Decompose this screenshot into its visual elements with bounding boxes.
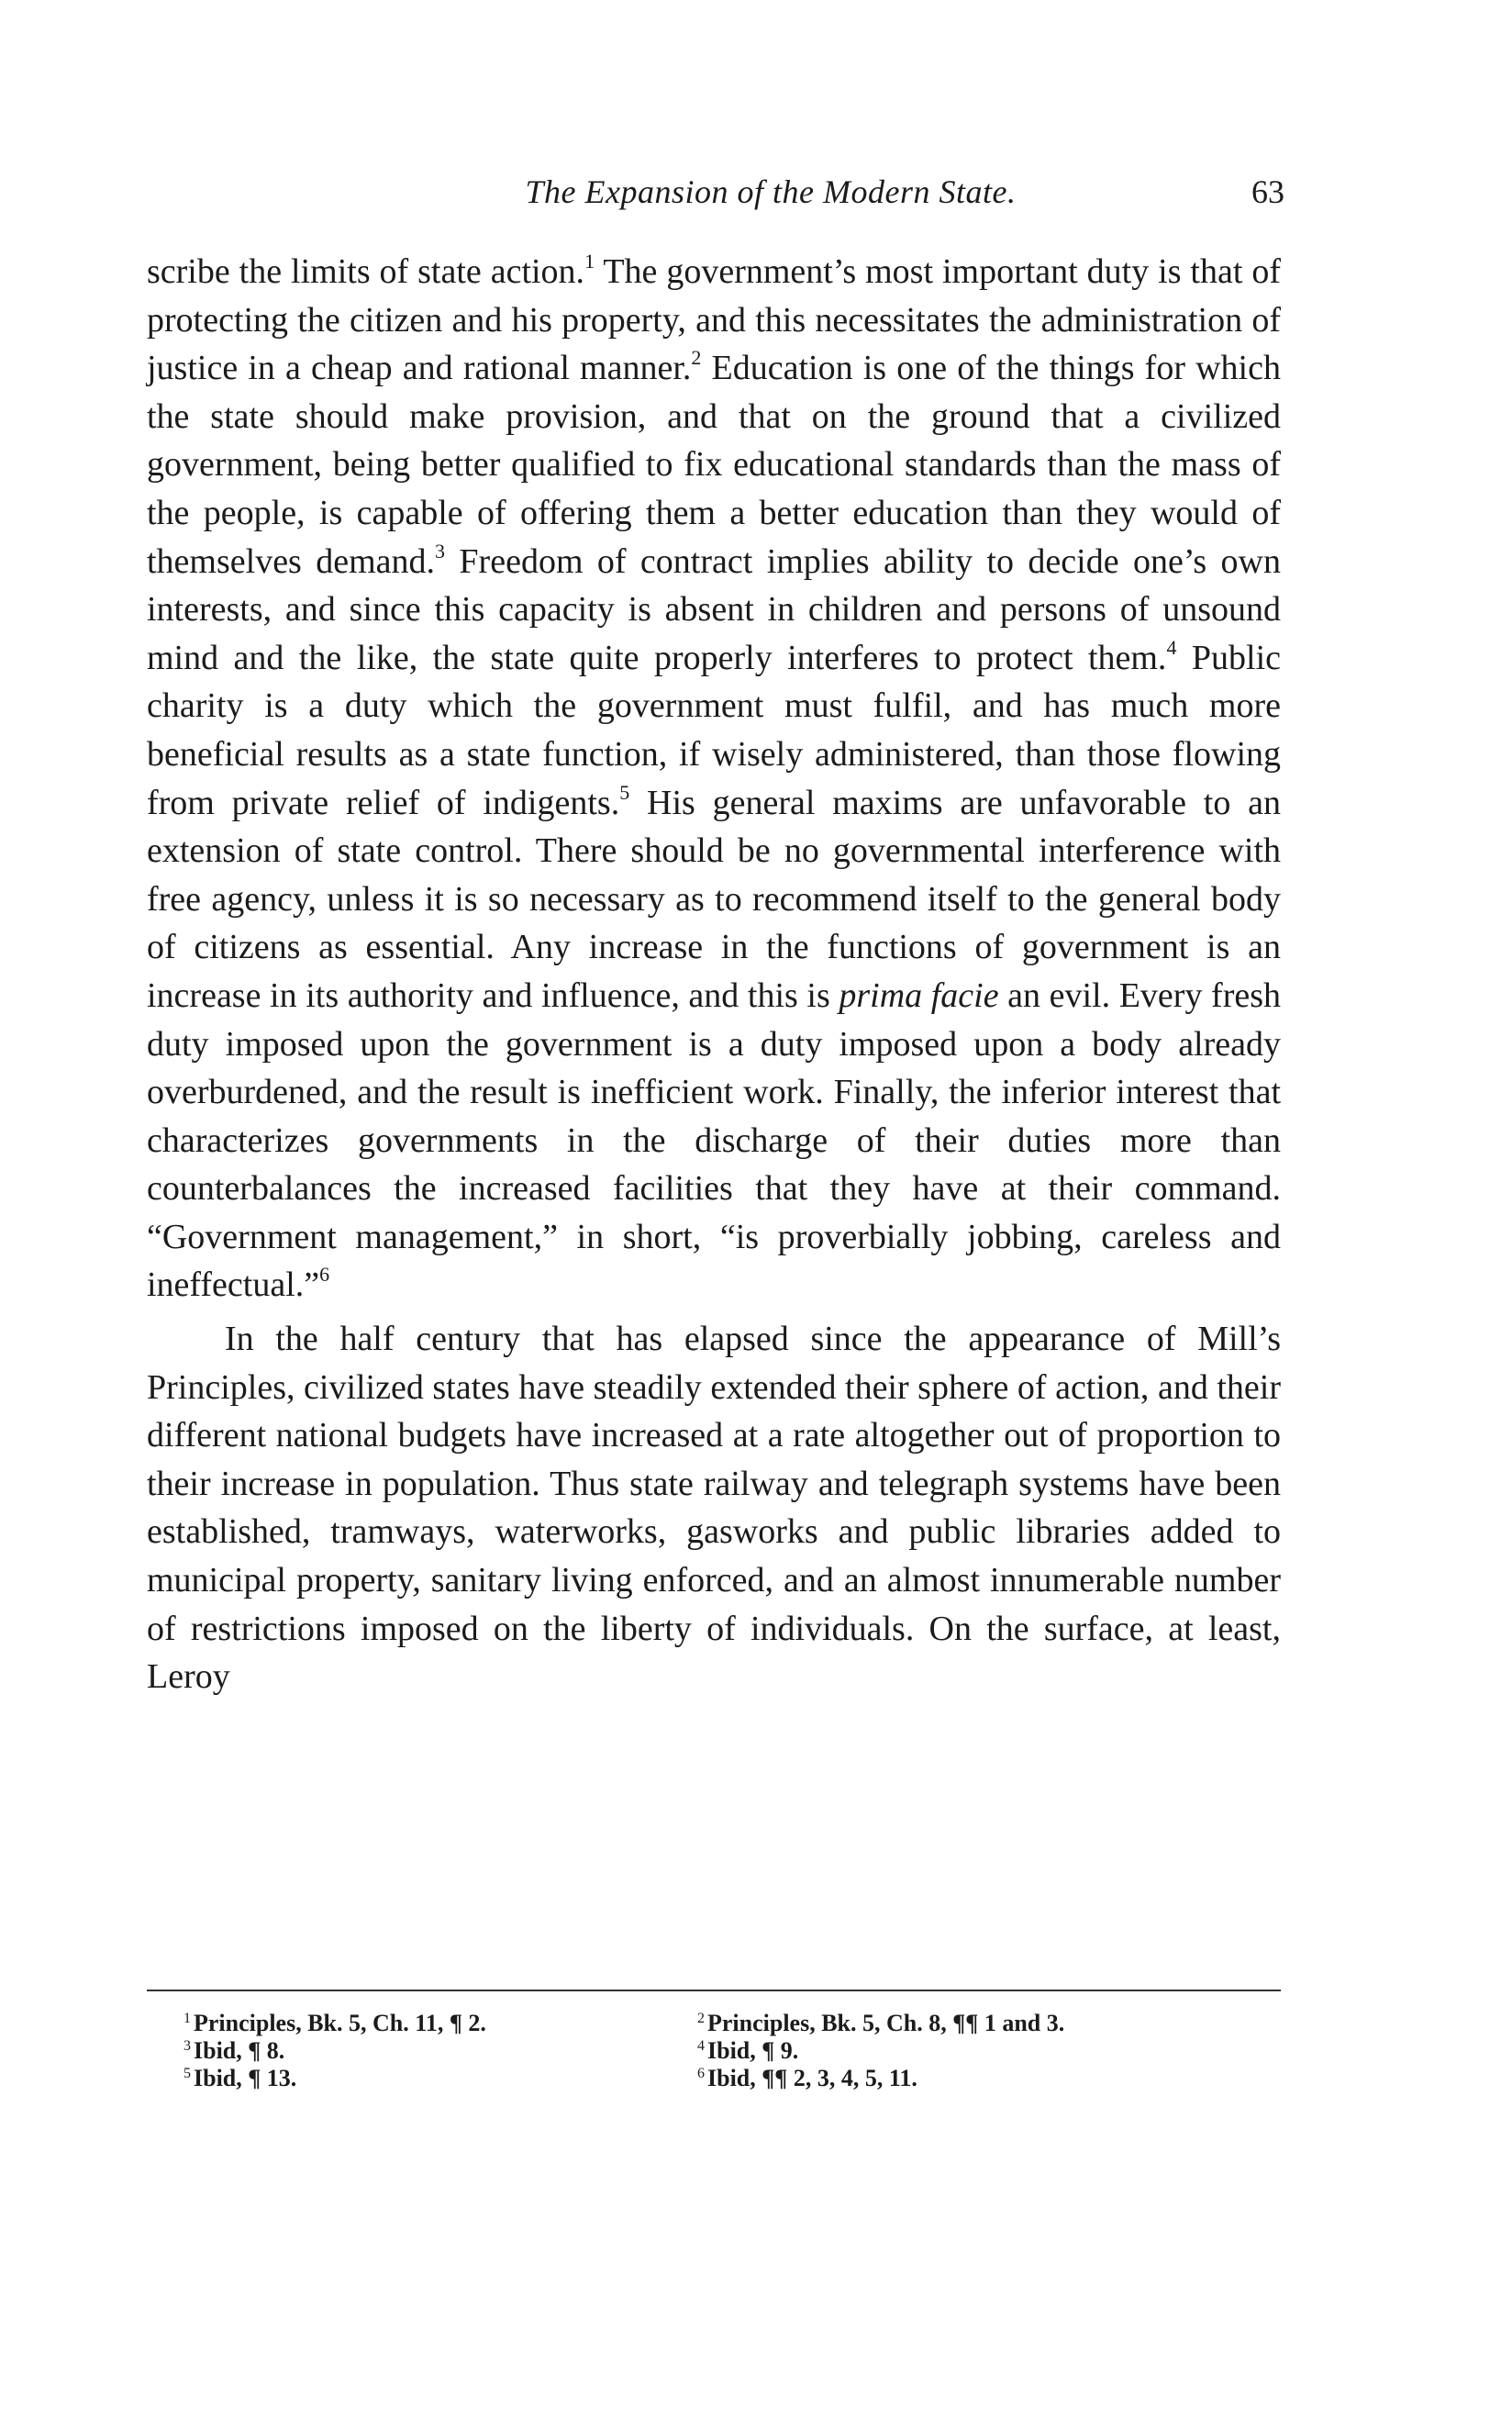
footnote-text: Ibid, ¶ 8.: [194, 2037, 285, 2064]
text-run: scribe the limits of state action.: [147, 252, 585, 291]
footnote-6: [697, 2065, 1211, 2092]
paragraph-1: [147, 248, 1281, 1310]
footnote-1: [183, 2010, 697, 2037]
footnote-mark: 6: [697, 2066, 705, 2081]
text-run: an evil. Every fresh duty imposed upon the government is a duty imposed upon a body already overburdened, and the result is inefficient work. Finally, the inferior interest that characterizes governments in the discharge of their duties more than counterbalances the increased facilities that they have at their command. “Government management,” in short, “is proverbially jobbing, careless and ineffectual.”: [147, 975, 1282, 1305]
italic-phrase: prima facie: [839, 975, 999, 1015]
footnote-rule: [147, 1990, 1281, 1991]
footnote-mark: 4: [697, 2038, 705, 2054]
running-head: [147, 173, 1284, 218]
footnote-mark: 3: [183, 2038, 191, 2054]
footnote-ref: 4: [1166, 635, 1177, 659]
paragraph-2: In the half century that has elapsed since the appearance of Mill’s Principles, civilized states have steadily extended their sphere of action, and their different national budgets have increased at a rate altogether out of proportion to their increase in population. Thus state railway and telegraph systems have been established, tramways, waterworks, gasworks and public libraries added to municipal property, sanitary living enforced, and an almost innumerable number of restrictions imposed on the liberty of individuals. On the surface, at least, Leroy: [147, 1320, 1281, 1697]
footnote-ref: 1: [584, 250, 595, 273]
running-title: The Expansion of the Modern State.: [525, 173, 1017, 210]
footnote-text: Ibid, ¶ 13.: [194, 2065, 297, 2091]
footnote-ref: 6: [319, 1263, 330, 1287]
footnote-ref: 5: [619, 780, 630, 804]
text-run: Education is one of the things for which the state should make provision, and that on the ground that a civilized government, being better qualified to fix educational standards than the mass of the people, is capable of offering them a better education than they would of themselves demand.: [147, 349, 1281, 581]
text-run: Public charity is a duty which the government must fulfil, and has much more beneficial results as a state function, if wisely administered, than those flowing from private relief of indigents.: [147, 638, 1281, 822]
footnote-text: Ibid, ¶¶ 2, 3, 4, 5, 11.: [707, 2065, 917, 2091]
footnote-ref: 3: [435, 539, 446, 563]
footnote-text: Principles, Bk. 5, Ch. 11, ¶ 2.: [194, 2010, 486, 2036]
text-run: His general maxims are unfavorable to an extension of state control. There should be no governmental interference with free agency, unless it is so necessary as to recommend itself to the general body of citizens as essential. Any increase in the functions of government is an increase in its authority and influence, and this is: [147, 783, 1281, 1015]
footnotes: [183, 2010, 1284, 2092]
footnote-text: Principles, Bk. 5, Ch. 8, ¶¶ 1 and 3.: [707, 2010, 1065, 2036]
footnote-row: [183, 2010, 1284, 2037]
text-run: Freedom of contract implies ability to decide one’s own interests, and since this capacity is absent in children and persons of unsound mind and the like, the state quite properly interferes to protect them.: [147, 541, 1281, 677]
footnote-mark: 1: [183, 2011, 191, 2026]
footnote-3: [183, 2037, 697, 2065]
footnote-row: [183, 2065, 1284, 2092]
page-number: 63: [1251, 173, 1284, 210]
body-text: [147, 248, 1281, 1701]
footnote-4: [697, 2037, 1211, 2065]
footnote-text: Ibid, ¶ 9.: [707, 2037, 799, 2064]
footnote-row: [183, 2037, 1284, 2065]
footnote-mark: 2: [697, 2011, 705, 2026]
footnote-mark: 5: [183, 2066, 191, 2081]
footnote-2: [697, 2010, 1211, 2037]
footnote-ref: 2: [691, 346, 702, 370]
footnote-5: [183, 2065, 697, 2092]
text-run: The government’s most important duty is that of protecting the citizen and his property, and this necessitates the administration of justice in a cheap and rational manner.: [147, 252, 1281, 388]
